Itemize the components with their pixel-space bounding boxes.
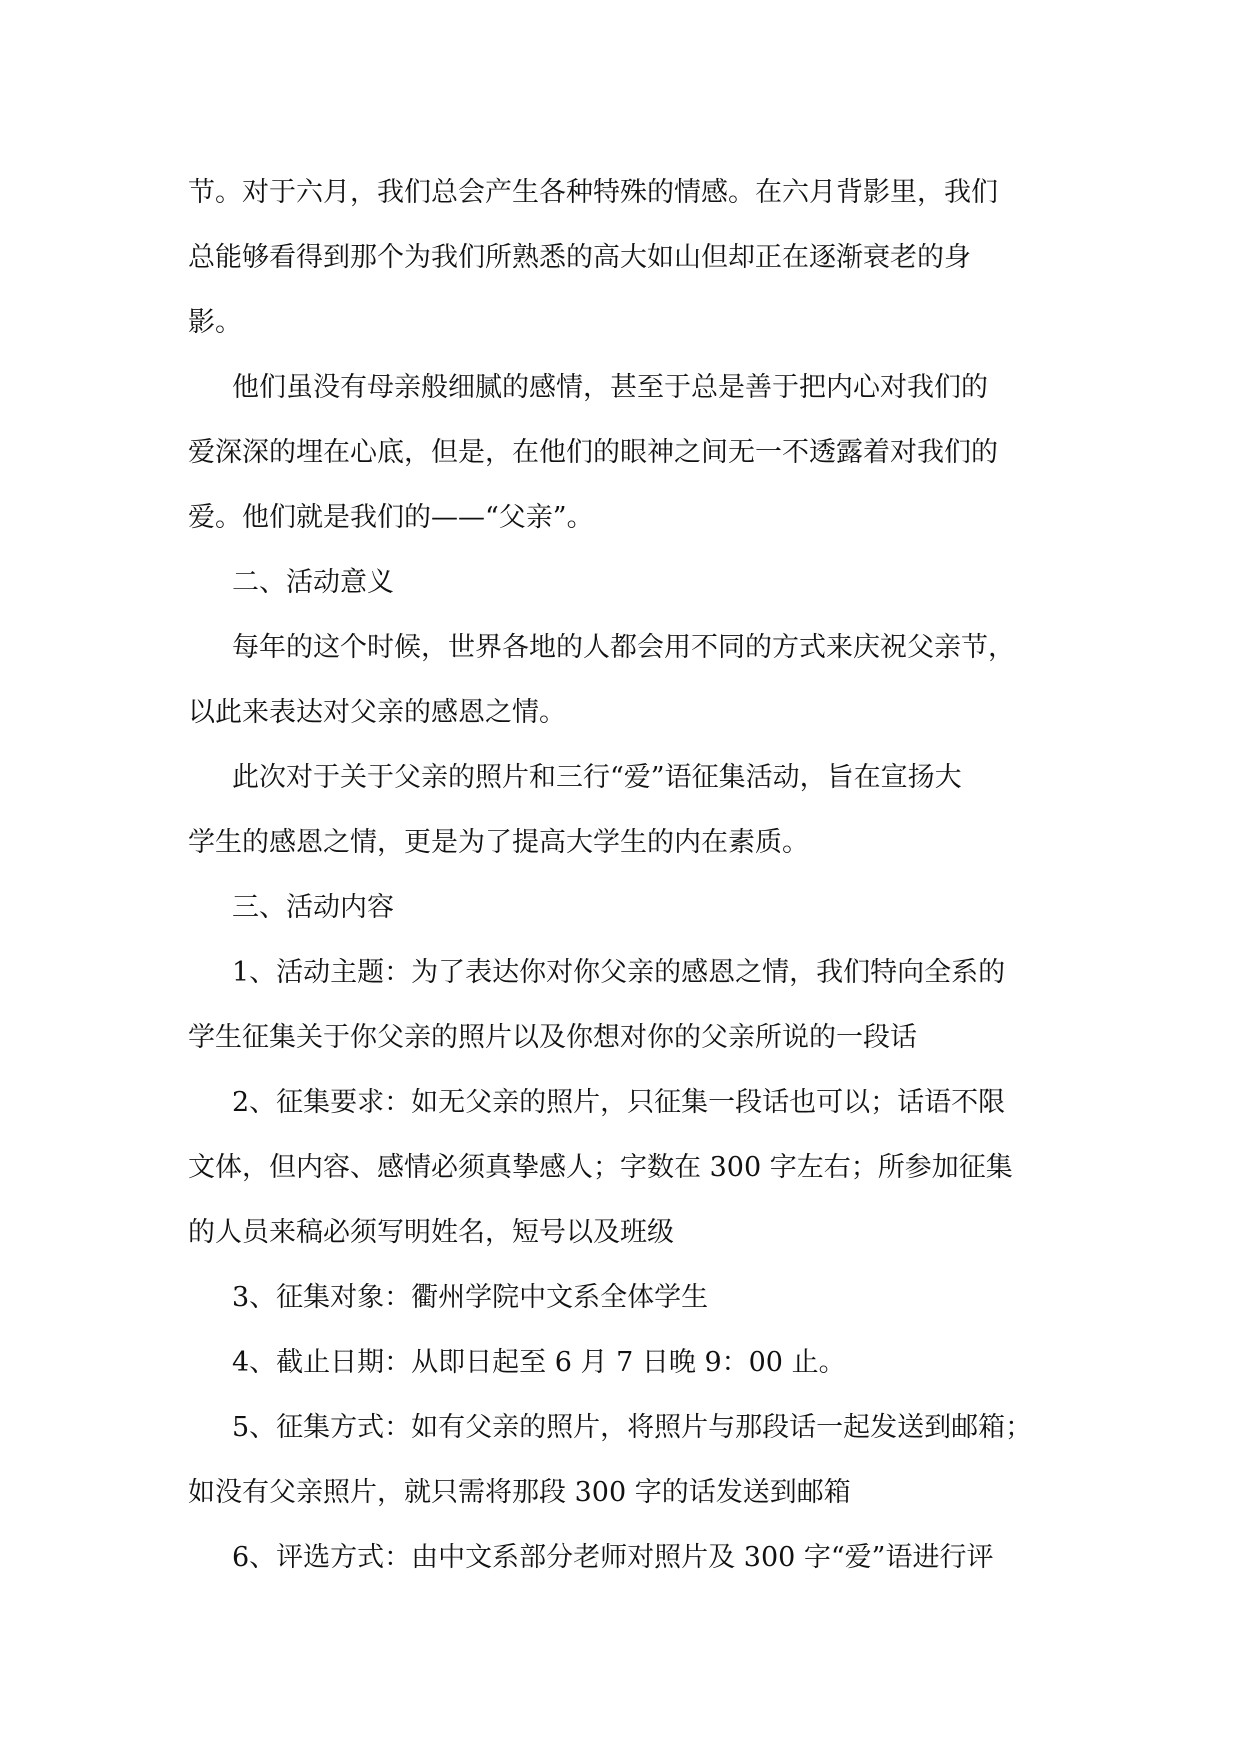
list-item-requirements <box>188 1070 1088 1265</box>
text-line: 影。 <box>188 307 242 338</box>
text-line: 如没有父亲照片，就只需将那段 300 字的话发送到邮箱 <box>188 1477 851 1508</box>
section-heading-content <box>188 875 1088 940</box>
text-line: 每年的这个时候，世界各地的人都会用不同的方式来庆祝父亲节， <box>232 632 1015 663</box>
text-line: 的人员来稿必须写明姓名，短号以及班级 <box>188 1217 674 1248</box>
text-line: 爱。他们就是我们的——“父亲”。 <box>188 502 594 533</box>
text-line: 他们虽没有母亲般细腻的感情，甚至于总是善于把内心对我们的 <box>232 372 988 403</box>
list-item-method <box>188 1395 1088 1525</box>
text-line: 节。对于六月，我们总会产生各种特殊的情感。在六月背影里，我们 <box>188 177 998 208</box>
paragraph-intro-june <box>188 160 1088 355</box>
text-line: 4、截止日期：从即日起至 6 月 7 日晚 9：00 止。 <box>232 1347 846 1378</box>
text-line: 总能够看得到那个为我们所熟悉的高大如山但却正在逐渐衰老的身 <box>188 242 971 273</box>
text-line: 文体，但内容、感情必须真挚感人；字数在 300 字左右；所参加征集 <box>188 1152 1013 1183</box>
text-line: 以此来表达对父亲的感恩之情。 <box>188 697 566 728</box>
text-line: 1、活动主题：为了表达你对你父亲的感恩之情，我们特向全系的 <box>232 957 1006 988</box>
paragraph-father-love <box>188 355 1088 550</box>
list-item-evaluation <box>188 1525 1088 1590</box>
text-line: 6、评选方式：由中文系部分老师对照片及 300 字“爱”语进行评 <box>232 1542 994 1573</box>
paragraph-celebration <box>188 615 1088 745</box>
heading-text: 二、活动意义 <box>232 567 394 598</box>
text-line: 5、征集方式：如有父亲的照片，将照片与那段话一起发送到邮箱； <box>232 1412 1033 1443</box>
document-body <box>188 160 1088 1590</box>
list-item-theme <box>188 940 1088 1070</box>
heading-text: 三、活动内容 <box>232 892 394 923</box>
text-line: 学生征集关于你父亲的照片以及你想对你的父亲所说的一段话 <box>188 1022 917 1053</box>
section-heading-significance <box>188 550 1088 615</box>
text-line: 学生的感恩之情，更是为了提高大学生的内在素质。 <box>188 827 809 858</box>
text-line: 此次对于关于父亲的照片和三行“爱”语征集活动，旨在宣扬大 <box>232 762 962 793</box>
text-line: 爱深深的埋在心底，但是，在他们的眼神之间无一不透露着对我们的 <box>188 437 998 468</box>
text-line: 2、征集要求：如无父亲的照片，只征集一段话也可以；话语不限 <box>232 1087 1006 1118</box>
list-item-target <box>188 1265 1088 1330</box>
list-item-deadline <box>188 1330 1088 1395</box>
text-line: 3、征集对象：衢州学院中文系全体学生 <box>232 1282 709 1313</box>
paragraph-purpose <box>188 745 1088 875</box>
